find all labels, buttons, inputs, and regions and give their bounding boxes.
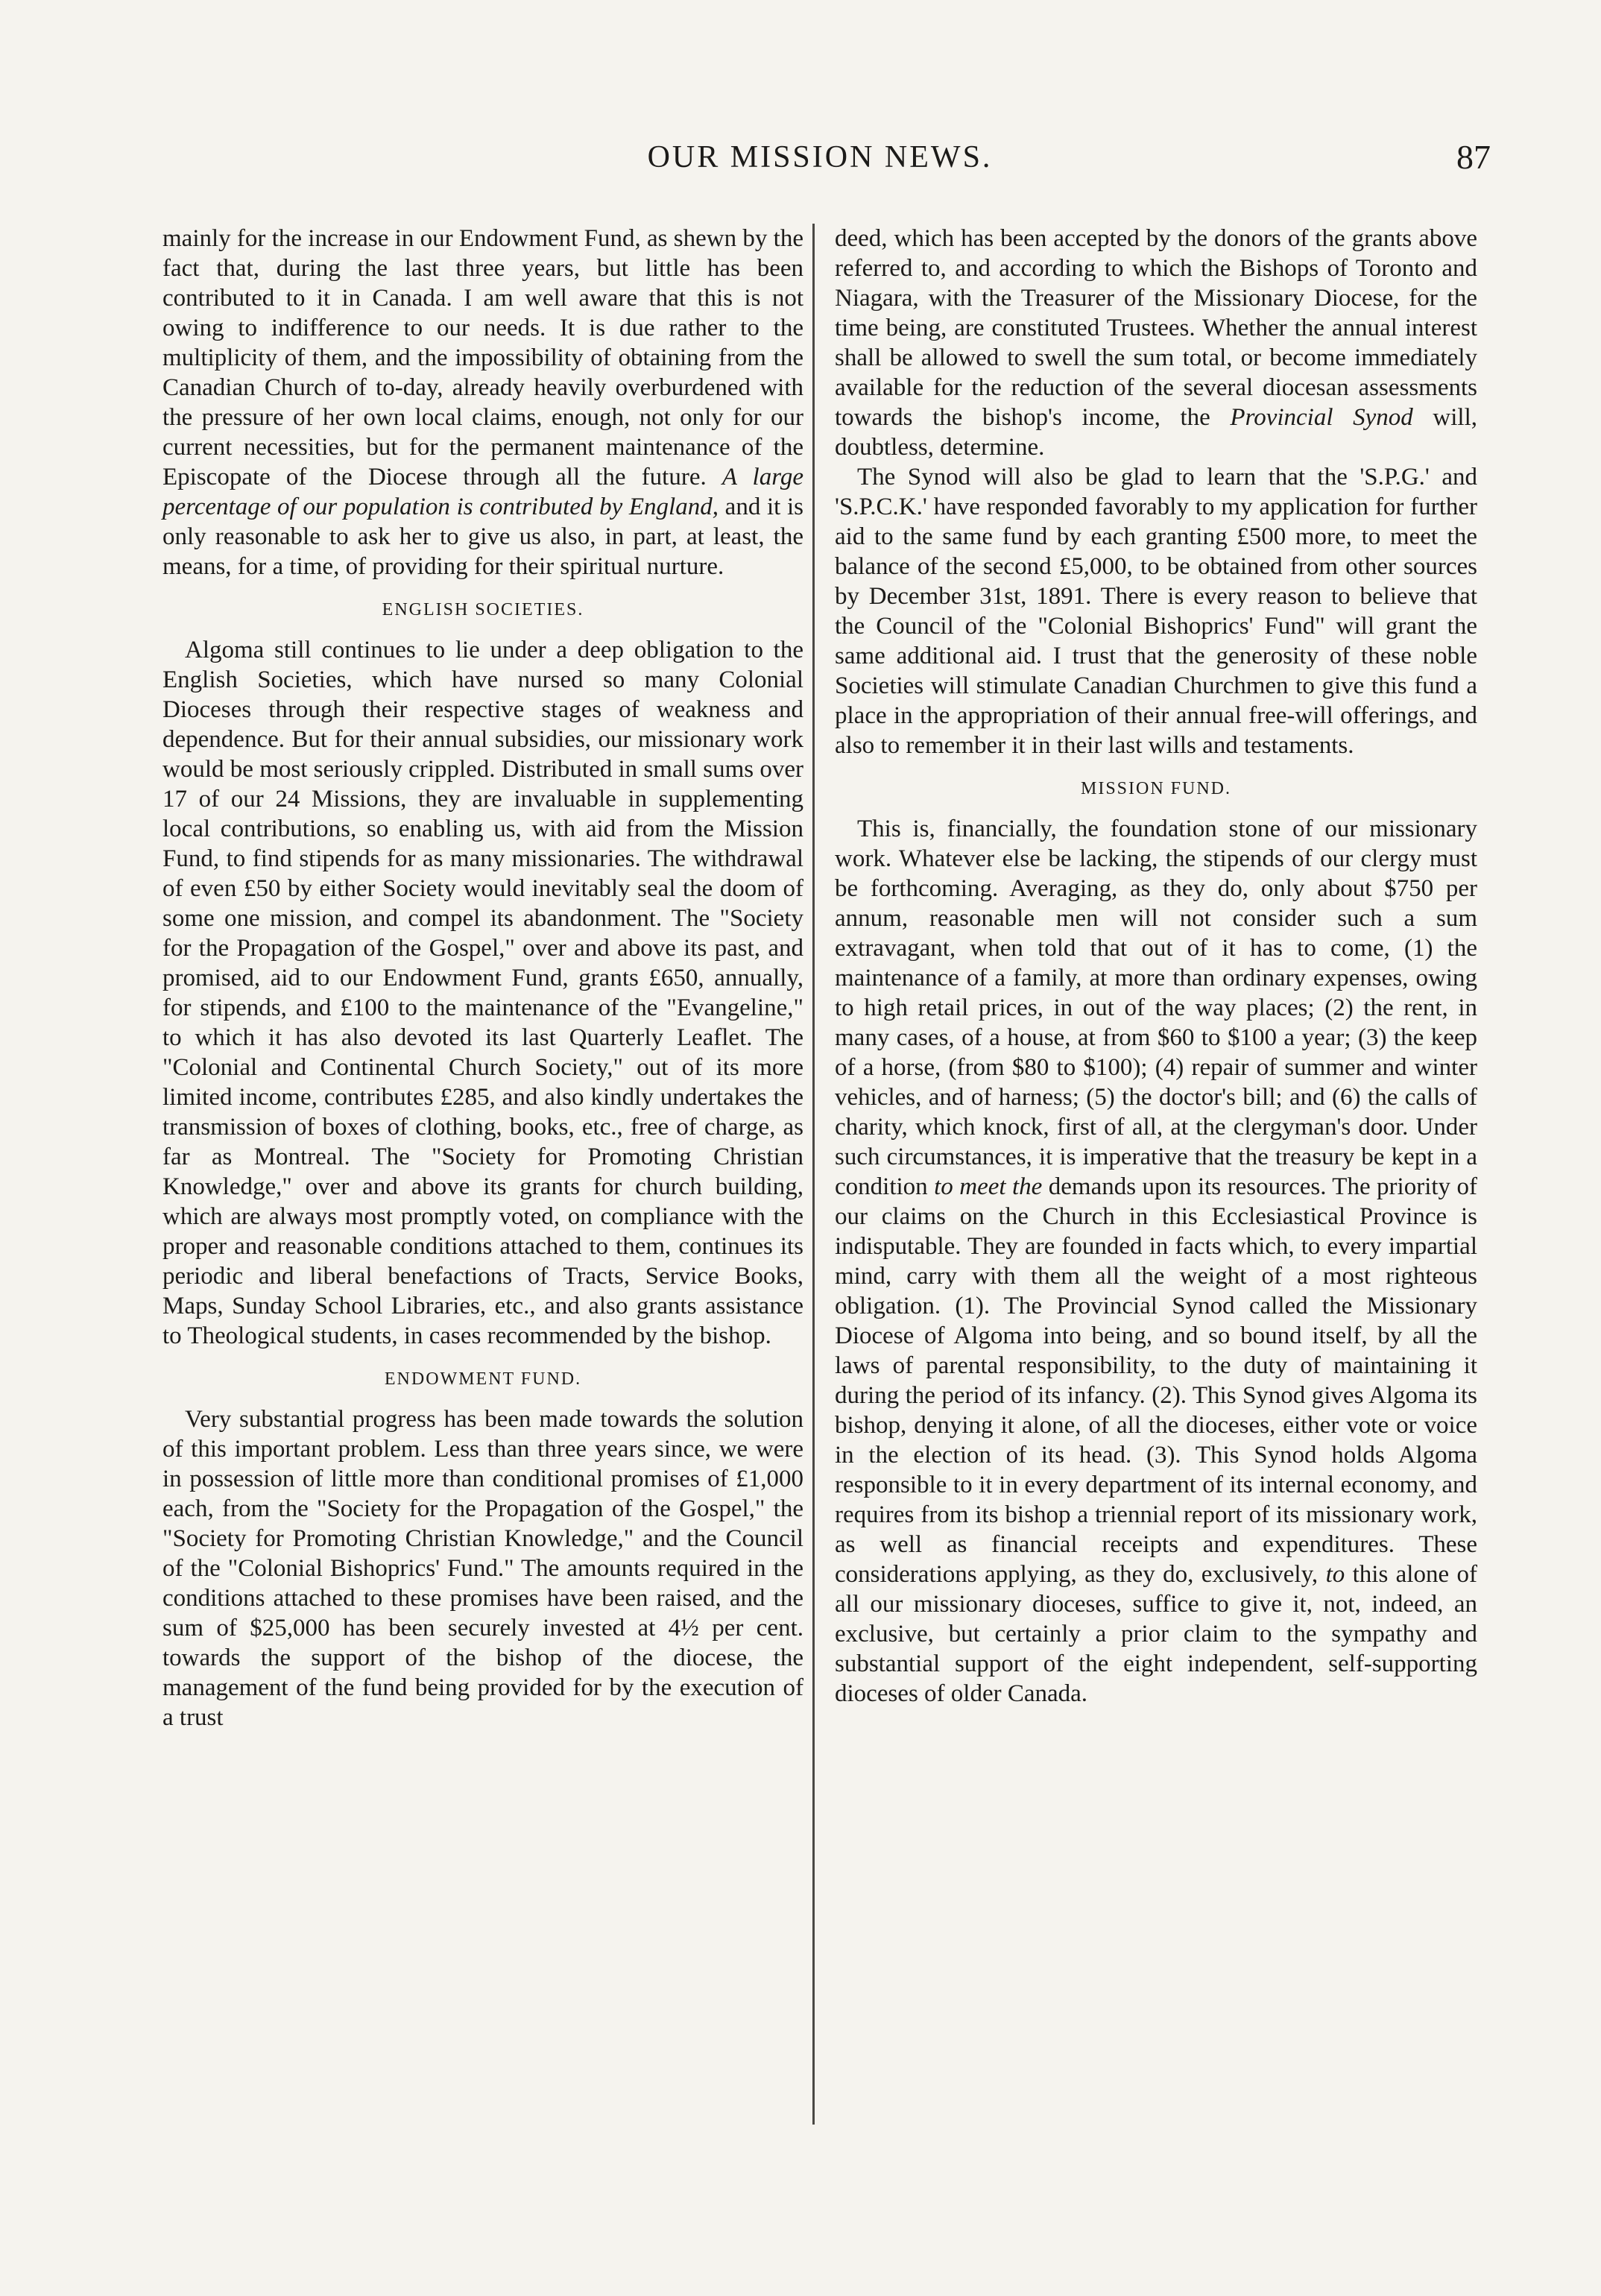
trust-text-end: will, doubtless, determine. xyxy=(835,404,1477,461)
page-number: 87 xyxy=(1456,138,1491,176)
mission-fund-paragraph xyxy=(835,814,1477,1709)
synod-paragraph: The Synod will also be glad to learn that the 'S.P.G.' and 'S.P.C.K.' have responded favorably to my application for further aid to the same fund by each granting £500 more, to meet the balance of the second £5,000, to be obtained from other sources by December 31st, 1891. There is every reason to believe that the Council of the "Colonial Bishoprics' Fund" will grant the same additional aid. I trust that the generosity of these noble Societies will stimulate Canadian Churchmen to give this fund a place in the appropriation of their annual free-will offerings, and also to remember it in their last wills and testaments. xyxy=(835,464,1477,759)
mission-text-c: this alone of all our missionary dioceses, suffice to give it, not, indeed, an exclusive, but certainly a prior claim to the sympathy and substantial support of the eight independent, self-supporting dioceses of older Canada. xyxy=(835,1561,1477,1707)
intro-text: mainly for the increase in our Endowment Fund, as shewn by the fact that, during the last three years, but little has been contributed to it in Canada. I am well aware that this is not owing to indifference to our needs. It is due rather to the multiplicity of them, and the impossibility of obtaining from the Canadian Church of to-day, already heavily overburdened with the pressure of her own local claims, enough, not only for our current necessities, but for the permanent maintenance of the Episcopate of the Diocese through all the future. xyxy=(162,225,803,491)
left-column xyxy=(162,224,803,1732)
trust-paragraph xyxy=(835,224,1477,462)
english-societies-paragraph: Algoma still continues to lie under a deep obligation to the English Societies, which have nursed so many Colonial Dioceses through their respective stages of weakness and dependence. But for their annual subsidies, our missionary work would be most seriously crippled. Distributed in small sums over 17 of our 24 Missions, they are invaluable in supplementing local contributions, so enabling us, with aid from the Mission Fund, to find stipends for as many missionaries. The withdrawal of even £50 by either Society would inevitably seal the doom of some one mission, and compel its abandonment. The "Society for the Propagation of the Gospel," over and above its past, and promised, aid to our Endowment Fund, grants £650, annually, for stipends, and £100 to the maintenance of the "Evangeline," to which it has also devoted its last Quarterly Leaflet. The "Colonial and Continental Church Society," out of its more limited income, contributes £285, and also kindly undertakes the transmission of boxes of clothing, books, etc., free of charge, as far as Montreal. The "Society for Promoting Christian Knowledge," over and above its grants for church building, which are always most promptly voted, on compliance with the proper and reasonable conditions attached to them, continues its periodic and liberal benefactions of Tracts, Service Books, Maps, Sunday School Libraries, etc., and also grants assistance to Theological students, in cases recommended by the bishop. xyxy=(162,637,803,1349)
intro-emphasis: A large percentage of our population is contributed by England, xyxy=(162,464,803,520)
running-header xyxy=(149,131,1491,183)
header-title: OUR MISSION NEWS. xyxy=(647,140,993,174)
heading-mission-fund: MISSION FUND. xyxy=(1080,779,1232,798)
mission-text-b: demands upon its resources. The priority of our claims on the Church in this Ecclesiastical Province is indisputable. They are founded in facts which, to every impartial mind, carry with them all the weight of a most righteous obligation. (1). The Provincial Synod called the Missionary Diocese of Algoma into being, and so bound itself, by all the laws of parental responsibility, to the duty of maintaining it during the period of its infancy. (2). This Synod gives Algoma its bishop, denying it alone, of all the dioceses, either vote or voice in the election of its head. (3). This Synod holds Algoma responsible to it in every department of its internal economy, and requires from its bishop a triennial report of its missionary work, as well as financial receipts and expenditures. These considerations applying, as they do, exclusively, xyxy=(835,1173,1477,1588)
intro-text-end: and it is only reasonable to ask her to give us also, in part, at least, the means, for a time, of providing for their spiritual nurture. xyxy=(162,493,804,580)
mission-text-a: This is, financially, the foundation stone of our missionary work. Whatever else be lacking, the stipends of our clergy must be forthcoming. Averaging, as they do, only about $750 per annum, reasonable men will not consider such a sum extravagant, when told that out of it has to come, (1) the maintenance of a family, at more than ordinary expenses, owing to high retail prices, in out of the way places; (2) the rent, in many cases, of a house, at from $60 to $100 a year; (3) the keep of a horse, (from $80 to $100); (4) repair of summer and winter vehicles, and of harness; (5) the doctor's bill; and (6) the calls of charity, which knock, first of all, at the clergyman's door. Under such circumstances, it is imperative that the treasury be kept in a condition xyxy=(835,816,1477,1200)
heading-endowment-fund: ENDOWMENT FUND. xyxy=(384,1369,582,1389)
mission-emphasis-2: to xyxy=(1325,1561,1345,1588)
column-divider xyxy=(812,224,815,2125)
endowment-fund-paragraph: Very substantial progress has been made towards the solution of this important problem. Less than three years since, we were in possession of little more than conditional promises of £1,000 each, from the "Society for the Propagation of the Gospel," the "Society for Promoting Christian Knowledge," and the Council of the "Colonial Bishoprics' Fund." The amounts required in the conditions attached to these promises have been raised, and the sum of $25,000 has been securely invested at 4½ per cent. towards the support of the bishop of the diocese, the management of the fund being provided for by the execution of a trust xyxy=(162,1406,803,1731)
trust-text: deed, which has been accepted by the donors of the grants above referred to, and according to which the Bishops of Toronto and Niagara, with the Treasurer of the Missionary Diocese, for the time being, are constituted Trustees. Whether the annual interest shall be allowed to swell the sum total, or become immediately available for the reduction of the several diocesan assessments towards the bishop's income, the xyxy=(835,225,1477,431)
trust-emphasis: Provincial Synod xyxy=(1230,404,1413,431)
heading-english-societies: ENGLISH SOCIETIES. xyxy=(382,600,584,619)
intro-paragraph xyxy=(162,224,803,581)
mission-emphasis: to meet the xyxy=(934,1173,1043,1200)
right-column xyxy=(835,224,1477,1709)
